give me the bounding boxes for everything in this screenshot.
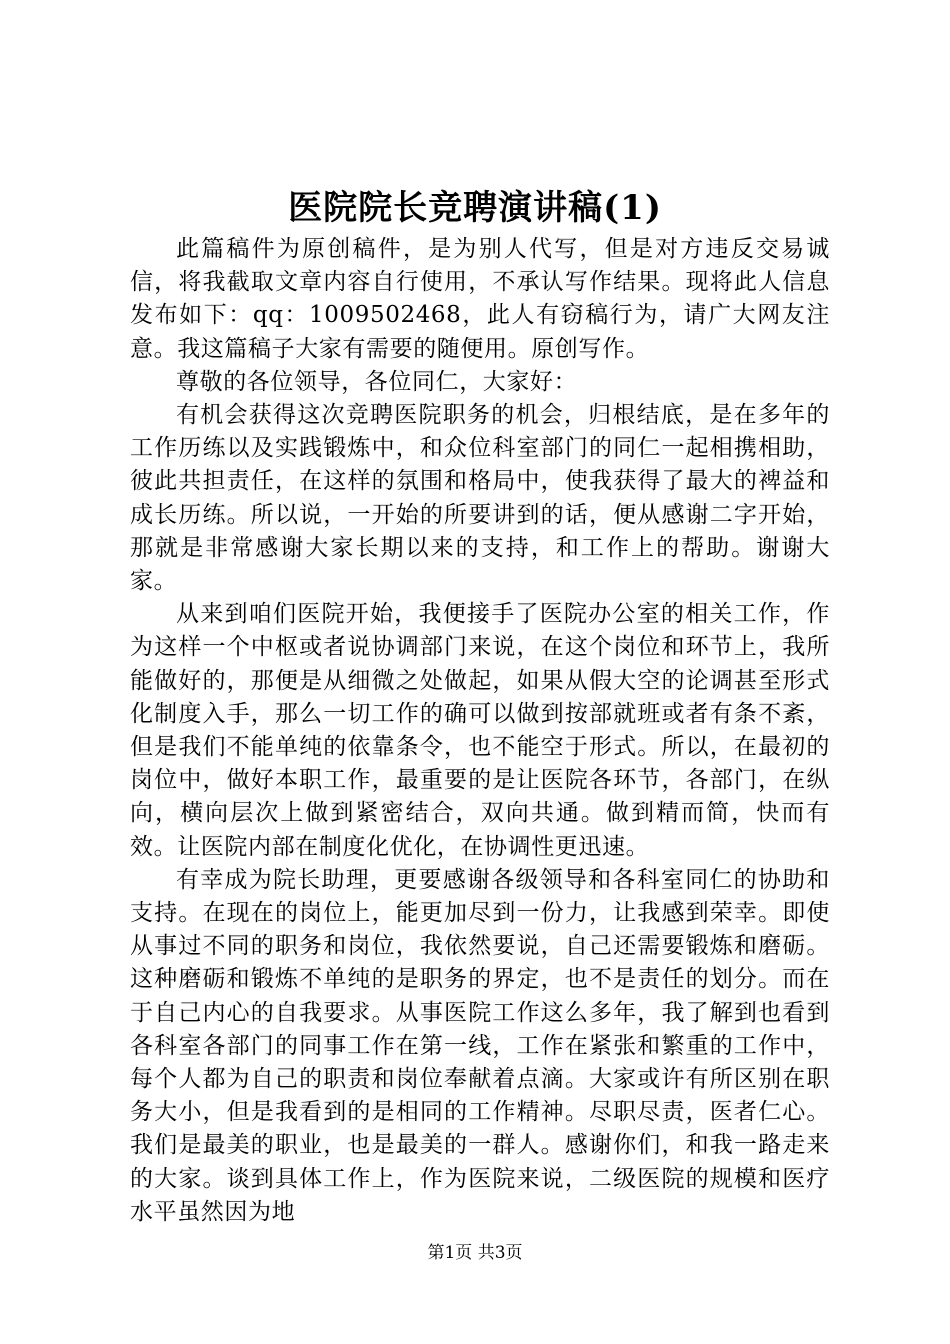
paragraph-gratitude: 有机会获得这次竞聘医院职务的机会，归根结底，是在多年的工作历练以及实践锻炼中，和众位科室部门的同仁一起相携相助，彼此共担责任，在这样的氛围和格局中，使我获得了最大的裨益和成长历练。所以说，一开始的所要讲到的话，便从感谢二字开始，那就是非常感谢大家长期以来的支持，和工作上的帮助。谢谢大家。 bbox=[130, 402, 830, 595]
page-number-footer: 第1页 共3页 bbox=[427, 1243, 523, 1263]
paragraph-disclaimer: 此篇稿件为原创稿件，是为别人代写，但是对方违反交易诚信，将我截取文章内容自行使用，不承认写作结果。现将此人信息发布如下：qq：1009502468，此人有窃稿行为，请广大网友注意。我这篇稿子大家有需要的随便用。原创写作。 bbox=[130, 236, 830, 362]
document-body bbox=[130, 233, 830, 1229]
paragraph-assistant-role: 有幸成为院长助理，更要感谢各级领导和各科室同仁的协助和支持。在现在的岗位上，能更加尽到一份力，让我感到荣幸。即使从事过不同的职务和岗位，我依然要说，自己还需要锻炼和磨砺。这种磨砺和锻炼不单纯的是职务的界定，也不是责任的划分。而在于自己内心的自我要求。从事医院工作这么多年，我了解到也看到各科室各部门的同事工作在第一线，工作在紧张和繁重的工作中，每个人都为自己的职责和岗位奉献着点滴。大家或许有所区别在职务大小，但是我看到的是相同的工作精神。尽职尽责，医者仁心。我们是最美的职业，也是最美的一群人。感谢你们，和我一路走来的大家。谈到具体工作上，作为医院来说，二级医院的规模和医疗水平虽然因为地 bbox=[130, 866, 830, 1225]
document-title: 医院院长竞聘演讲稿(1) bbox=[288, 188, 662, 228]
paragraph-office-work: 从来到咱们医院开始，我便接手了医院办公室的相关工作，作为这样一个中枢或者说协调部门来说，在这个岗位和环节上，我所能做好的，那便是从细微之处做起，如果从假大空的论调甚至形式化制度入手，那么一切工作的确可以做到按部就班或者有条不紊，但是我们不能单纯的依靠条令，也不能空于形式。所以，在最初的岗位中，做好本职工作，最重要的是让医院各环节，各部门，在纵向，横向层次上做到紧密结合，双向共通。做到精而简，快而有效。让医院内部在制度化优化，在协调性更迅速。 bbox=[130, 601, 830, 860]
paragraph-greeting: 尊敬的各位领导，各位同仁，大家好： bbox=[176, 368, 578, 395]
